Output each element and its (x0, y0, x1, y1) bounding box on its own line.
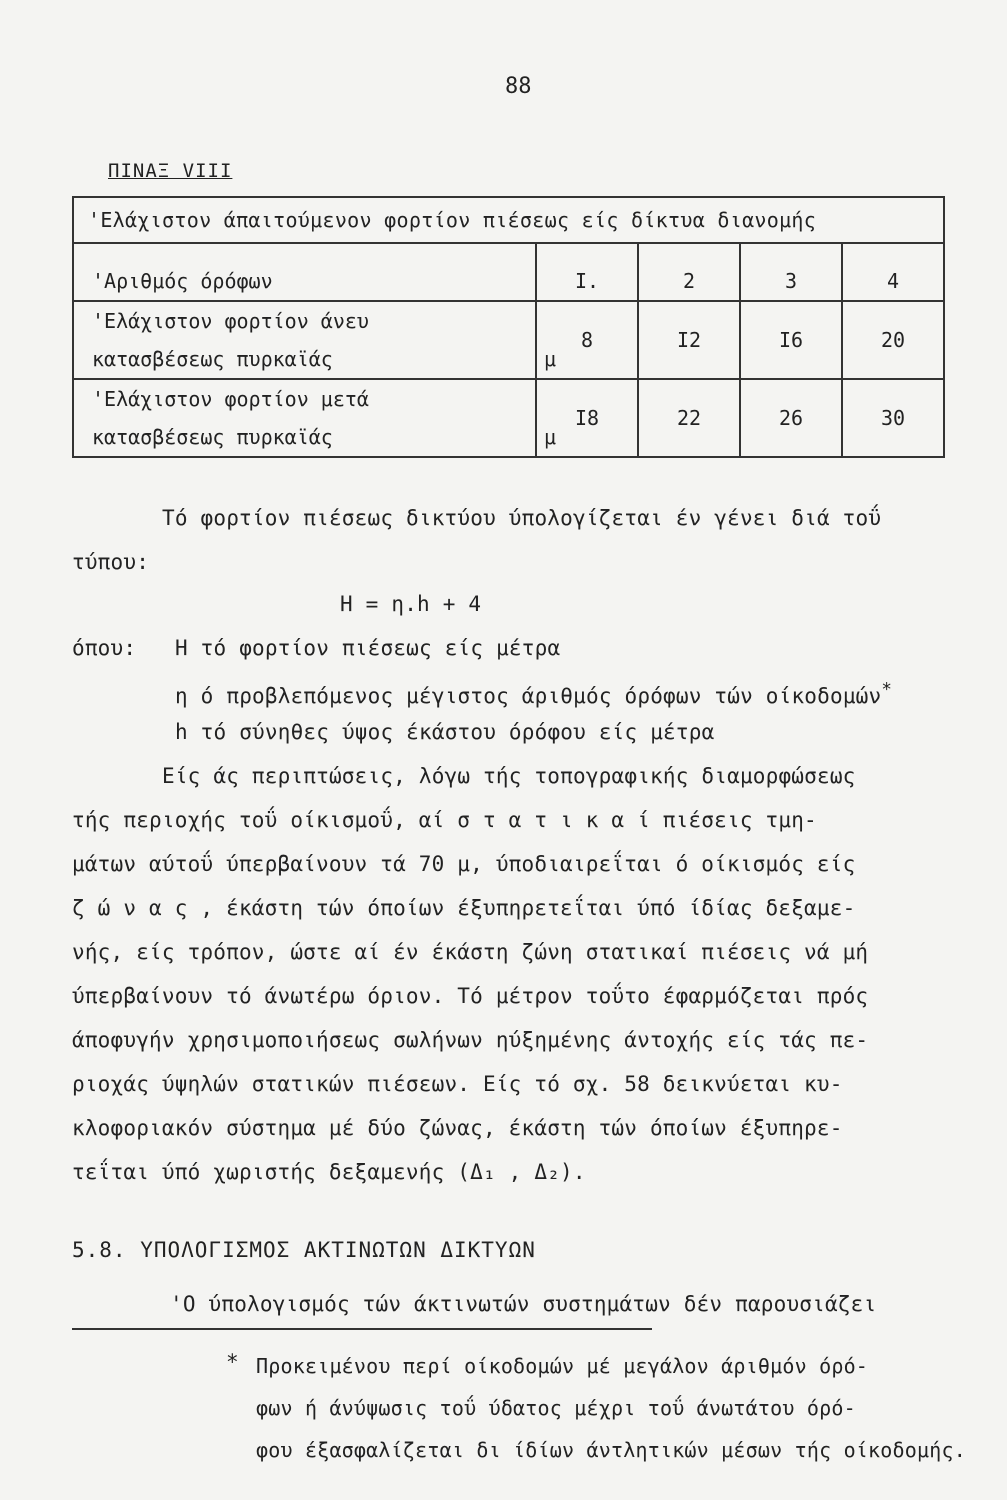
cell-value: I2 (638, 301, 740, 379)
unit-label: μ (544, 425, 557, 449)
paragraph-line: κλοφοριακόν σύστημα μέ δύο ζώνας, έκάστη τών όποίων έξυπηρε- (72, 1116, 843, 1140)
footnote-line: φου έξασφαλίζεται δι ίδίων άντλητικών μέσων τής οίκοδομής. (256, 1438, 966, 1462)
cell-value: I. (536, 243, 638, 301)
intro-line: τύπου: (72, 550, 150, 574)
paragraph-line: άποφυγήν χρησιμοποιήσεως σωλήνων ηύξημένης άντοχής είς τάς πε- (72, 1028, 869, 1052)
pressure-table (72, 196, 945, 458)
cell-value: 2 (638, 243, 740, 301)
footnote-marker: * (881, 680, 893, 700)
footnote-marker: * (226, 1350, 239, 1374)
table-row (73, 379, 944, 457)
table-row (73, 243, 944, 301)
paragraph-line: ζ ώ ν α ς , έκάστη τών όποίων έξυπηρετεΐται ύπό ίδίας δεξαμε- (72, 896, 856, 920)
cell-value: 22 (638, 379, 740, 457)
cell-value: 26 (740, 379, 842, 457)
row-label: 'Ελάχιστον φορτίον άνευ κατασβέσεως πυρκαϊάς μ (73, 301, 536, 379)
paragraph-line: τής περιοχής τοΰ οίκισμοΰ, αί σ τ α τ ι κ α ί πιέσεις τμη- (72, 808, 817, 832)
cell-value: 30 (842, 379, 944, 457)
footnote-line: φων ή άνύψωσις τοΰ ύδατος μέχρι τοΰ άνωτάτου όρό- (256, 1396, 856, 1420)
definition-line: Η τό φορτίον πιέσεως είς μέτρα (175, 636, 561, 660)
table-caption: ΠΙΝΑΞ VIII (108, 160, 233, 182)
cell-value: I6 (740, 301, 842, 379)
where-label: όπου: (72, 636, 137, 660)
paragraph-line: μάτων αύτοΰ ύπερβαίνουν τά 70 μ, ύποδιαιρεΐται ό οίκισμός είς (72, 852, 856, 876)
cell-value: 8 (536, 301, 638, 379)
cell-value: 3 (740, 243, 842, 301)
row-label: 'Αριθμός όρόφων (73, 243, 536, 301)
footnote-line: Προκειμένου περί οίκοδομών μέ μεγάλον άριθμόν όρό- (256, 1354, 869, 1378)
section-heading: 5.8. ΥΠΟΛΟΓΙΣΜΟΣ ΑΚΤΙΝΩΤΩΝ ΔΙΚΤΥΩΝ (72, 1238, 536, 1262)
paragraph-line: Είς άς περιπτώσεις, λόγω τής τοπογραφικής διαμορφώσεως (162, 764, 856, 788)
table-title: 'Ελάχιστον άπαιτούμενον φορτίον πιέσεως είς δίκτυα διανομής (73, 197, 944, 243)
definition-line: η ό προβλεπόμενος μέγιστος άριθμός όρόφων τών οίκοδομών* (175, 680, 893, 708)
cell-value: 20 (842, 301, 944, 379)
paragraph-line: νής, είς τρόπον, ώστε αί έν έκάστη ζώνη στατικαί πιέσεις νά μή (72, 940, 869, 964)
footnote-rule (72, 1328, 652, 1330)
row-label: 'Ελάχιστον φορτίον μετά κατασβέσεως πυρκαϊάς μ (73, 379, 536, 457)
paragraph-line: ριοχάς ύψηλών στατικών πιέσεων. Είς τό σχ. 58 δεικνύεται κυ- (72, 1072, 843, 1096)
paragraph-line: ύπερβαίνουν τό άνωτέρω όριον. Τό μέτρον τοΰτο έφαρμόζεται πρός (72, 984, 869, 1008)
cell-value: 4 (842, 243, 944, 301)
intro-line: Τό φορτίον πιέσεως δικτύου ύπολογίζεται έν γένει διά τοΰ (162, 506, 882, 530)
definition-line: h τό σύνηθες ύψος έκάστου όρόφου είς μέτρα (175, 720, 715, 744)
cell-value: I8 (536, 379, 638, 457)
unit-label: μ (544, 347, 557, 371)
page-number: 88 (505, 74, 532, 99)
table-row (73, 301, 944, 379)
formula: Η = η.h + 4 (340, 592, 482, 616)
paragraph-line: τεΐται ύπό χωριστής δεξαμενής (Δ₁ , Δ₂). (72, 1160, 586, 1184)
section-line: 'Ο ύπολογισμός τών άκτινωτών συστημάτων δέν παρουσιάζει (170, 1292, 877, 1316)
